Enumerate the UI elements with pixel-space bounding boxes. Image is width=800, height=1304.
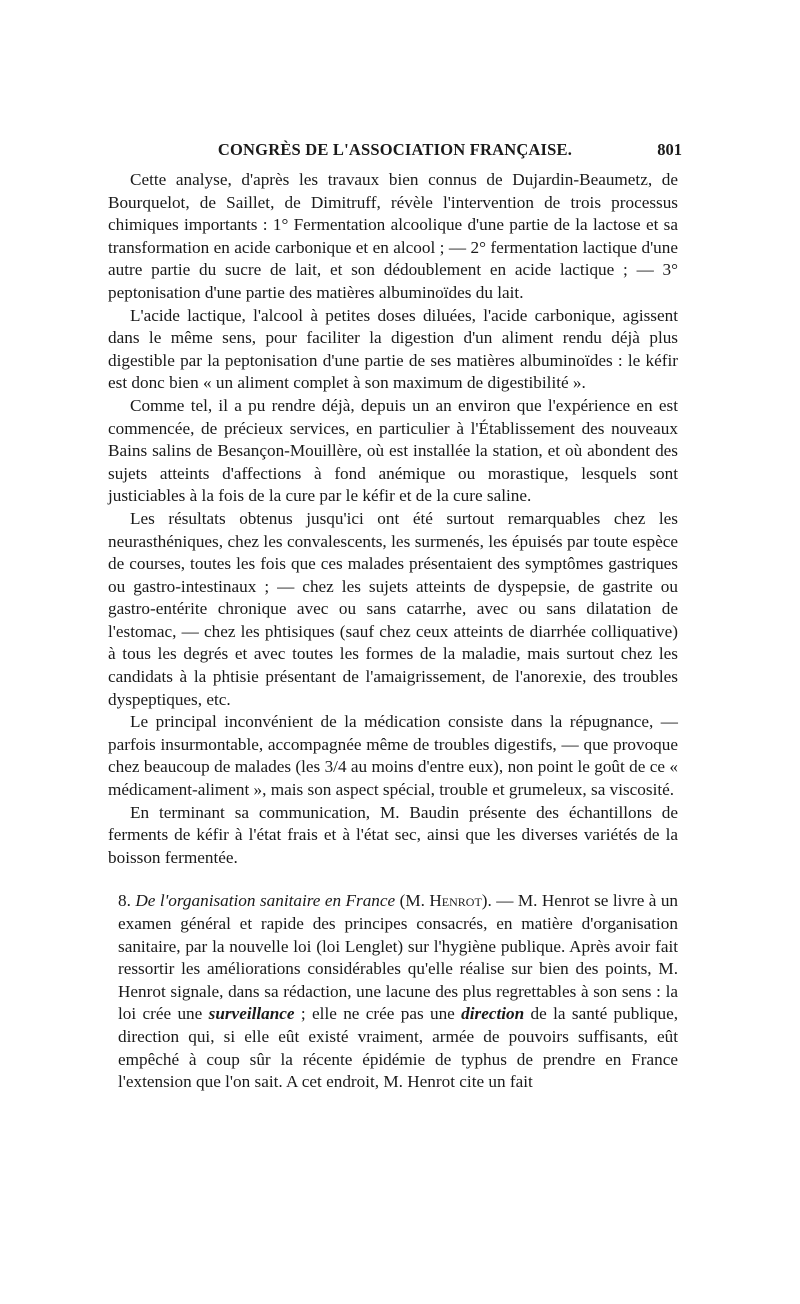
- emphasis-direction: direction: [461, 1004, 525, 1024]
- section-paragraph: [108, 890, 678, 1093]
- section-author: Henrot: [429, 891, 482, 911]
- paragraph: Comme tel, il a pu rendre déjà, depuis un an environ que l'expérience en est commencée, de précieux services, en particulier à l'Établissement des nouveaux Bains salins de Besançon-Mouillère, où est installée la station, et où abondent des sujets atteints d'affections à fond anémique ou morastique, lesquels sont justiciables à la fois de la cure par le kéfir et de la cure saline.: [108, 395, 678, 506]
- section-text: de la santé publique, direction qui, si elle eût existé vraiment, armée de pouvoirs suffisants, eût empêché à coup sûr la récente épidémie de typhus de prendre en France l'extension que l'on sait. A cet endroit, M. Henrot cite un fait: [118, 1004, 678, 1092]
- section-author-close: ). —: [481, 891, 518, 911]
- running-head: [108, 140, 682, 162]
- paragraph: L'acide lactique, l'alcool à petites doses diluées, l'acide carbonique, agissent dans le même sens, pour faciliter la digestion d'un aliment rendu déjà plus digestible par la peptonisation d'une partie de ses matières albuminoïdes : le kéfir est donc bien « un aliment complet à son maximum de digestibilité ».: [108, 305, 678, 393]
- section-title: De l'organisation sanitaire en France: [135, 891, 396, 911]
- paragraph: Cette analyse, d'après les travaux bien connus de Dujardin-Beaumetz, de Bourquelot, de Saillet, de Dimitruff, révèle l'intervention de trois processus chimiques importants : 1° Fermentation alcoolique d'une partie de la lactose et sa transformation en acide carbonique et en alcool ; — 2° fermentation lactique d'une autre partie du sucre de lait, et son dédoublement en acide lactique ; — 3° peptonisation d'une partie des matières albuminoïdes du lait.: [108, 170, 678, 302]
- section-author-open: (M.: [399, 891, 430, 911]
- paragraph: Le principal inconvénient de la médication consiste dans la répugnance, — parfois insurmontable, accompagnée même de troubles digestifs, — que provoque chez beaucoup de malades (les 3/4 au moins d'entre eux), non point le goût de ce « médicament-aliment », mais son aspect spécial, trouble et grumeleux, sa viscosité.: [108, 712, 678, 800]
- section-number: 8.: [118, 891, 131, 911]
- body-text: [108, 169, 678, 1094]
- running-title: CONGRÈS DE L'ASSOCIATION FRANÇAISE.: [217, 140, 573, 159]
- paragraph: En terminant sa communication, M. Baudin présente des échantillons de ferments de kéfir à l'état frais et à l'état sec, ainsi que les diverses variétés de la boisson fermentée.: [108, 802, 678, 867]
- section-text: M. Henrot se livre à un examen général et rapide des principes consacrés, en matière d'organisation sanitaire, par la nouvelle loi (loi Lenglet) sur l'hygiène publique. Après avoir fait ressortir les améliorations considérables qu'elle réalise sur bien des points, M. Henrot signale, dans sa rédaction, une lacune des plus regrettables à son sens : la loi crée une: [118, 891, 679, 1024]
- emphasis-surveillance: surveillance: [208, 1004, 295, 1024]
- section-text: ; elle ne crée pas une: [294, 1004, 462, 1024]
- page-number: 801: [657, 140, 682, 159]
- paragraph: Les résultats obtenus jusqu'ici ont été surtout remarquables chez les neurasthéniques, chez les convalescents, les surmenés, les épuisés par toute espèce de courses, toutes les fois que ces malades présentaient des symptômes gastriques ou gastro-intestinaux ; — chez les sujets atteints de dyspepsie, de gastrite ou gastro-entérite chronique avec ou sans catarrhe, avec ou sans dilatation de l'estomac, — chez les phtisiques (sauf chez ceux atteints de diarrhée colliquative) à tous les degrés et avec toutes les formes de la maladie, mais surtout chez les candidats à la phtisie présentant de l'amaigrissement, de l'anorexie, des troubles dyspeptiques, etc.: [108, 508, 678, 709]
